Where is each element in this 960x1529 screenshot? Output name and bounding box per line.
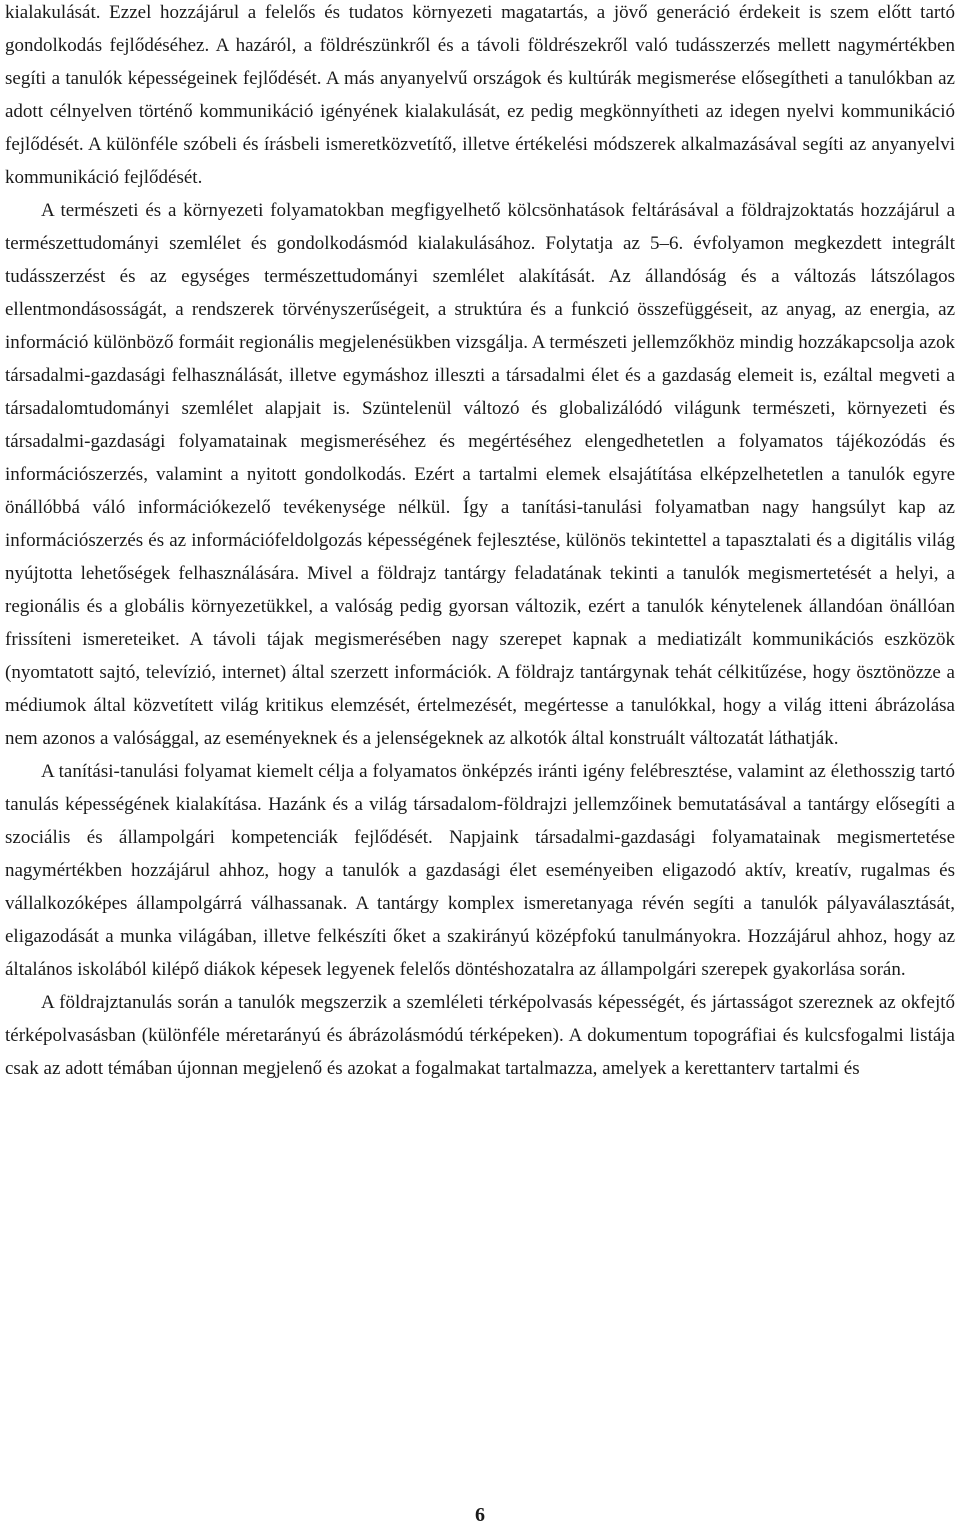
paragraph: A földrajztanulás során a tanulók megszerzik a szemléleti térképolvasás képességét, és jártasságot szereznek az okfejtő térképolvasásban (különféle méretarányú és ábrázolásmódú térképeken). A dokumentum topográfiai és kulcsfogalmi listája csak az adott témában újonnan megjelenő és azokat a fogalmakat tartalmazza, amelyek a kerettanterv tartalmi és — [5, 992, 955, 1079]
document-page — [5, 0, 955, 1085]
page-number: 6 — [475, 1504, 485, 1526]
paragraph: A tanítási-tanulási folyamat kiemelt célja a folyamatos önképzés iránti igény felébresztése, valamint az élethosszig tartó tanulás képességének kialakítása. Hazánk és a világ társadalom-földrajzi jellemzőinek bemutatásával a tantárgy elősegíti a szociális és állampolgári kompetenciák fejlődését. Napjaink társadalmi-gazdasági folyamatainak megismertetése nagymértékben hozzájárul ahhoz, hogy a tanulók a gazdasági élet eseményeiben eligazodó aktív, kreatív, rugalmas és vállalkozóképes állampolgárrá válhassanak. A tantárgy komplex ismeretanyaga révén segíti a tanulók pályaválasztását, eligazodását a munka világában, illetve felkészíti őket a szakirányú középfokú tanulmányokra. Hozzájárul ahhoz, hogy az általános iskolából kilépő diákok képesek legyenek felelős döntéshozatalra az állampolgári szerepek gyakorlása során. — [5, 761, 955, 980]
paragraph: A természeti és a környezeti folyamatokban megfigyelhető kölcsönhatások feltárásával a földrajzoktatás hozzájárul a természettudományi szemlélet és gondolkodásmód kialakulásához. Folytatja az 5–6. évfolyamon megkezdett integrált tudásszerzést és az egységes természettudományi szemlélet alakítását. Az állandóság és a változás látszólagos ellentmondásosságát, a rendszerek törvényszerűségeit, a struktúra és a funkció összefüggéseit, az anyag, az energia, az információ különböző formáit regionális megjelenésükben vizsgálja. A természeti jellemzőkhöz mindig hozzákapcsolja azok társadalmi-gazdasági felhasználását, illetve egymáshoz illeszti a társadalmi élet és a gazdaság elemeit is, ezáltal megveti a társadalomtudományi szemlélet alapjait is. Szüntelenül változó és globalizálódó világunk természeti, környezeti és társadalmi-gazdasági folyamatainak megismeréséhez és megértéséhez elengedhetetlen a folyamatos tájékozódás és információszerzés, valamint a nyitott gondolkodás. Ezért a tartalmi elemek elsajátítása elképzelhetetlen a tanulók egyre önállóbbá váló információkezelő tevékenysége nélkül. Így a tanítási-tanulási folyamatban nagy hangsúlyt kap az információszerzés és az információfeldolgozás képességének fejlesztése, különös tekintettel a tapasztalati és a digitális világ nyújtotta lehetőségek felhasználására. Mivel a földrajz tantárgy feladatának tekinti a tanulók megismertetését a helyi, a regionális és a globális környezetükkel, a valóság pedig gyorsan változik, ezért a tanulók kénytelenek állandóan önállóan frissíteni ismereteiket. A távoli tájak megismerésében nagy szerepet kapnak a mediatizált kommunikációs eszközök (nyomtatott sajtó, televízió, internet) által szerzett információk. A földrajz tantárgynak tehát célkitűzése, hogy ösztönözze a médiumok által közvetített világ kritikus elemzését, értelmezését, megértesse a tanulókkal, hogy a világ itteni ábrázolása nem azonos a valósággal, az eseményeknek és a jelenségeknek az alkotók által konstruált változatát láthatják. — [5, 200, 955, 749]
paragraph-continuation: kialakulását. Ezzel hozzájárul a felelős és tudatos környezeti magatartás, a jövő generáció érdekeit is szem előtt tartó gondolkodás fejlődéséhez. A hazáról, a földrészünkről és a távoli földrészekről való tudásszerzés mellett nagymértékben segíti a tanulók képességeinek fejlődését. A más anyanyelvű országok és kultúrák megismerése elősegítheti a tanulókban az adott célnyelven történő kommunikáció igényének kialakulását, ez pedig megkönnyítheti az idegen nyelvi kommunikáció fejlődését. A különféle szóbeli és írásbeli ismeretközvetítő, illetve értékelési módszerek alkalmazásával segíti az anyanyelvi kommunikáció fejlődését. — [5, 2, 955, 188]
